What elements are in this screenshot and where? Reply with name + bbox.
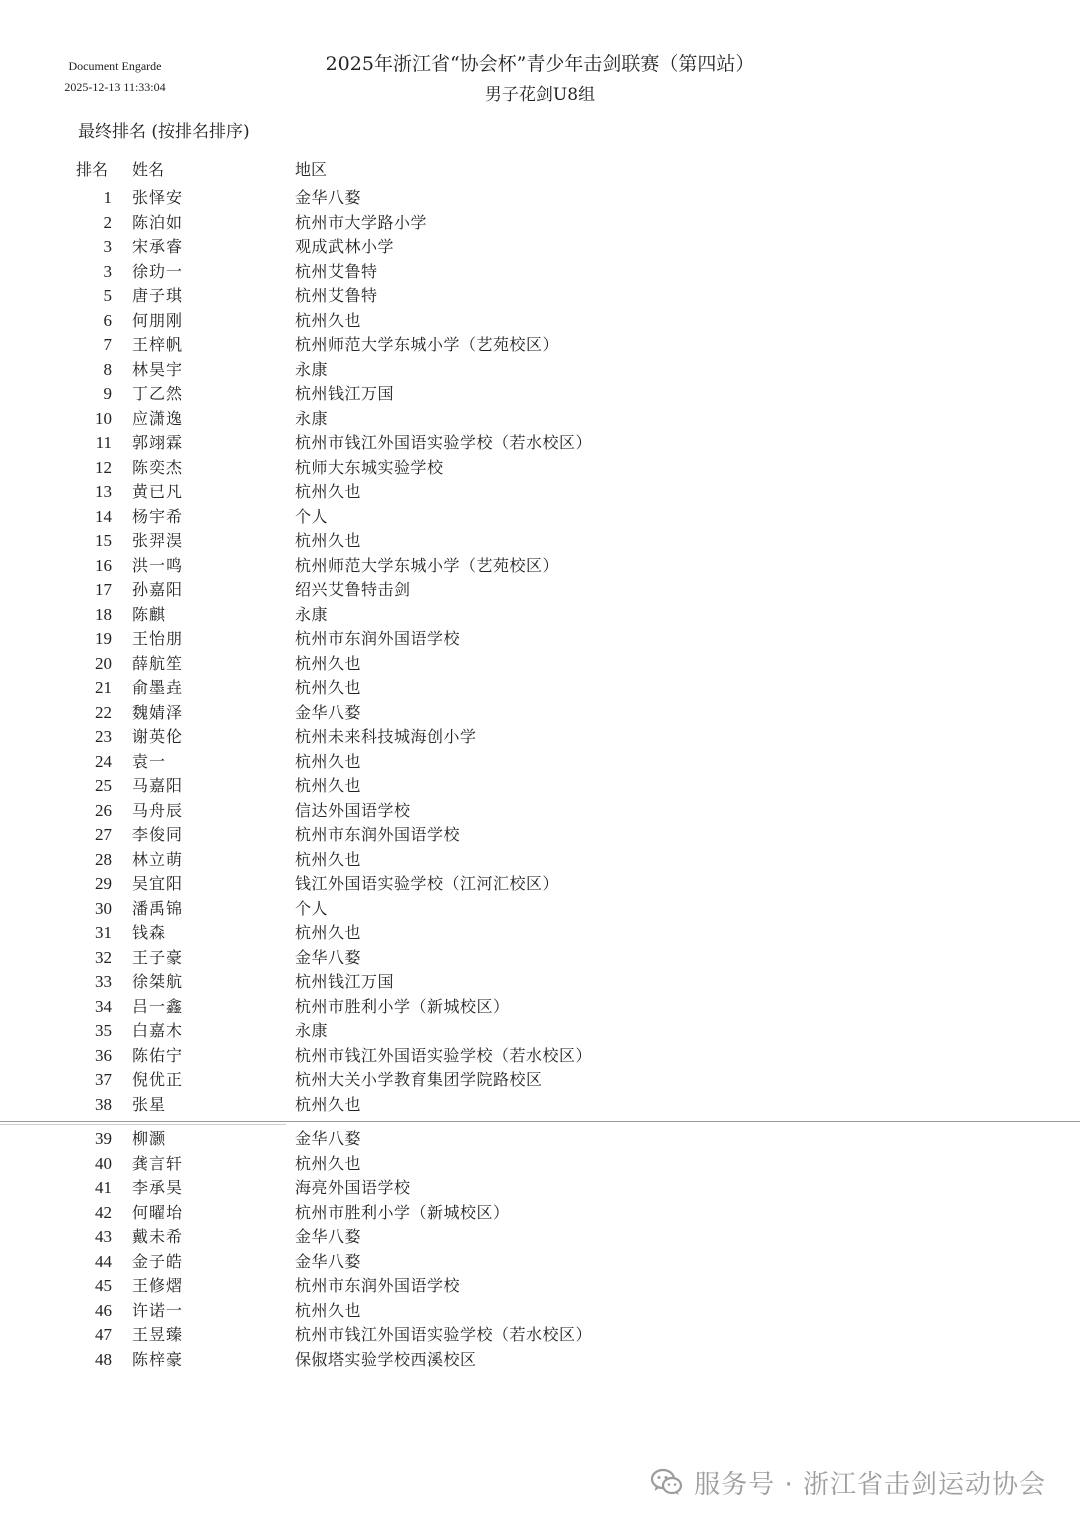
table-row [0,235,1080,260]
watermark [650,1462,1046,1502]
name-cell: 丁乙然 [132,384,184,403]
name-cell: 唐子琪 [132,286,184,305]
rank-cell: 39 [95,1129,112,1148]
table-row [0,407,1080,432]
name-cell: 黄已凡 [132,482,184,501]
table-row [0,897,1080,922]
region-cell: 杭州市钱江外国语实验学校（若水校区） [295,1045,593,1065]
rank-cell: 28 [95,849,112,869]
table-row [0,799,1080,824]
name-cell: 陈泊如 [132,212,184,232]
name-cell: 袁一 [132,751,167,771]
table-row [0,872,1080,897]
region-cell: 杭州钱江万国 [295,972,395,991]
rank-cell: 10 [95,408,112,428]
region-cell: 杭州久也 [295,1094,362,1114]
table-row [0,333,1080,358]
rank-cell: 33 [95,972,112,991]
name-cell: 龚言轩 [132,1153,184,1173]
table-row [0,505,1080,530]
rank-cell: 26 [95,800,112,820]
table-row [0,1250,1080,1275]
table-row [0,995,1080,1020]
region-cell: 杭州久也 [295,1300,362,1320]
region-cell: 杭州久也 [295,531,362,550]
name-cell: 洪一鸣 [132,555,184,575]
rank-cell: 19 [95,629,112,648]
region-cell: 永康 [295,604,329,624]
region-cell: 杭州久也 [295,653,362,673]
rank-cell: 16 [95,555,112,575]
table-row [0,1093,1080,1118]
table-row [0,382,1080,407]
region-cell: 杭州市东润外国语学校 [295,1276,461,1295]
table-row [0,1274,1080,1299]
region-cell: 杭州久也 [295,678,362,697]
name-cell: 王修熠 [132,1276,184,1295]
rank-cell: 48 [95,1349,112,1369]
table-row [0,480,1080,505]
region-cell: 海亮外国语学校 [295,1178,411,1197]
region-cell: 信达外国语学校 [295,800,411,820]
region-cell: 杭州久也 [295,310,362,330]
name-cell: 王昱臻 [132,1325,184,1344]
name-cell: 陈麒 [132,604,167,624]
region-cell: 杭州艾鲁特 [295,261,378,281]
region-cell: 杭州久也 [295,751,362,771]
rank-cell: 46 [95,1300,112,1320]
region-cell: 杭州大关小学教育集团学院路校区 [295,1070,543,1089]
name-cell: 徐桀航 [132,972,184,991]
region-cell: 金华八婺 [295,702,362,722]
rank-cell: 11 [95,433,112,452]
region-cell: 杭州市胜利小学（新城校区） [295,1202,510,1222]
rank-cell: 3 [103,237,112,256]
rank-cell: 1 [103,188,112,207]
rank-cell: 6 [103,310,112,330]
rank-cell: 18 [95,604,112,624]
name-cell: 应潇逸 [132,408,184,428]
table-row [0,456,1080,481]
name-cell: 俞墨垚 [132,678,184,697]
rank-cell: 43 [95,1227,112,1246]
table-row [0,431,1080,456]
name-cell: 陈佑宁 [132,1045,184,1065]
region-cell: 金华八婺 [295,1227,362,1246]
rank-cell: 30 [95,898,112,918]
table-row [0,946,1080,971]
table-row [0,1299,1080,1324]
table-row [0,627,1080,652]
name-cell: 吕一鑫 [132,996,184,1016]
column-header-rank: 排名 [76,160,109,179]
table-row [0,186,1080,211]
region-cell: 杭州师范大学东城小学（艺苑校区） [295,335,560,354]
region-cell: 金华八婺 [295,1129,362,1148]
rank-cell: 42 [95,1202,112,1222]
rank-cell: 7 [103,335,112,354]
region-cell: 杭州艾鲁特 [295,286,378,305]
name-cell: 钱森 [132,923,167,942]
table-row [0,823,1080,848]
name-cell: 陈奕杰 [132,457,184,477]
rank-cell: 47 [95,1325,112,1344]
name-cell: 张羿淏 [132,531,184,550]
name-cell: 杨宇希 [132,506,184,526]
rank-cell: 25 [95,776,112,795]
rank-cell: 2 [103,212,112,232]
rank-cell: 8 [103,359,112,379]
rank-cell: 17 [95,580,112,599]
rank-cell: 41 [95,1178,112,1197]
name-cell: 金子皓 [132,1251,184,1271]
region-cell: 个人 [295,506,329,526]
software-name: Document Engarde [68,59,162,73]
table-row [0,1201,1080,1226]
name-cell: 徐玏一 [132,261,184,281]
region-cell: 杭州久也 [295,923,362,942]
region-cell: 杭州久也 [295,849,362,869]
name-cell: 柳灏 [132,1129,167,1148]
region-cell: 绍兴艾鲁特击剑 [295,580,411,599]
table-row [0,1348,1080,1373]
name-cell: 林昊宇 [132,359,184,379]
rank-cell: 13 [95,482,112,501]
region-cell: 杭州钱江万国 [295,384,395,403]
rank-cell: 44 [95,1251,112,1271]
table-row [0,1068,1080,1093]
page-title: 2025年浙江省“协会杯”青少年击剑联赛（第四站） [325,53,755,75]
table-row [0,676,1080,701]
name-cell: 许诺一 [132,1300,184,1320]
region-cell: 杭州久也 [295,482,362,501]
table-row [0,725,1080,750]
rank-cell: 22 [95,702,112,722]
region-cell: 永康 [295,408,329,428]
region-cell: 杭师大东城实验学校 [295,457,444,477]
name-cell: 王梓帆 [132,335,184,354]
name-cell: 何曜坮 [132,1202,184,1222]
name-cell: 宋承睿 [132,237,184,256]
table-row [0,750,1080,775]
region-cell: 杭州市钱江外国语实验学校（若水校区） [295,433,593,452]
rank-cell: 36 [95,1045,112,1065]
rank-cell: 9 [103,384,112,403]
region-cell: 杭州市胜利小学（新城校区） [295,996,510,1016]
name-cell: 王子豪 [132,947,184,967]
region-cell: 钱江外国语实验学校（江河汇校区） [295,874,560,893]
region-cell: 金华八婺 [295,947,362,967]
timestamp: 2025-12-13 11:33:04 [64,80,166,94]
rank-cell: 40 [95,1153,112,1173]
table-row [0,652,1080,677]
rank-cell: 20 [95,653,112,673]
table-row [0,1044,1080,1069]
name-cell: 倪优正 [132,1070,184,1089]
rank-cell: 35 [95,1021,112,1040]
name-cell: 魏婧泽 [132,702,184,722]
name-cell: 李俊同 [132,825,184,844]
name-cell: 郭翊霖 [132,433,184,452]
rank-cell: 14 [95,506,112,526]
rank-cell: 15 [95,531,112,550]
column-header-name: 姓名 [132,160,165,179]
region-cell: 杭州市钱江外国语实验学校（若水校区） [295,1325,593,1344]
region-cell: 杭州市大学路小学 [295,212,428,232]
table-row [0,1176,1080,1201]
table-row [0,260,1080,285]
region-cell: 杭州师范大学东城小学（艺苑校区） [295,555,560,575]
name-cell: 马嘉阳 [132,776,184,795]
rank-cell: 37 [95,1070,112,1089]
name-cell: 戴未希 [132,1227,184,1246]
table-row [0,1323,1080,1348]
name-cell: 张怿安 [132,188,184,207]
region-cell: 杭州市东润外国语学校 [295,629,461,648]
name-cell: 潘禹锦 [132,898,184,918]
table-row [0,1152,1080,1177]
table-row [0,554,1080,579]
name-cell: 陈梓豪 [132,1349,184,1369]
rank-cell: 34 [95,996,112,1016]
table-row [0,701,1080,726]
name-cell: 谢英伦 [132,727,184,746]
table-row [0,578,1080,603]
table-row [0,848,1080,873]
table-row [0,309,1080,334]
region-cell: 金华八婺 [295,1251,362,1271]
rank-cell: 24 [95,751,112,771]
name-cell: 孙嘉阳 [132,580,184,599]
name-cell: 李承昊 [132,1178,184,1197]
rank-cell: 32 [95,947,112,967]
rank-cell: 27 [95,825,112,844]
table-row [0,1127,1080,1152]
region-cell: 永康 [295,359,329,379]
region-cell: 金华八婺 [295,188,362,207]
page-divider [0,1121,1080,1122]
name-cell: 张星 [132,1094,167,1114]
table-row [0,774,1080,799]
region-cell: 杭州久也 [295,776,362,795]
region-cell: 个人 [295,898,329,918]
region-cell: 永康 [295,1021,329,1040]
table-row [0,921,1080,946]
region-cell: 杭州未来科技城海创小学 [295,727,477,746]
table-row [0,358,1080,383]
rank-cell: 3 [103,261,112,281]
table-row [0,1019,1080,1044]
region-cell: 杭州市东润外国语学校 [295,825,461,844]
wechat-icon [650,1467,684,1497]
name-cell: 白嘉木 [132,1021,184,1040]
rank-cell: 23 [95,727,112,746]
region-cell: 杭州久也 [295,1153,362,1173]
name-cell: 吴宜阳 [132,874,184,893]
page-subtitle: 男子花剑U8组 [484,85,596,105]
column-header-region: 地区 [295,160,328,179]
rank-cell: 29 [95,874,112,893]
name-cell: 马舟辰 [132,800,184,820]
table-row [0,284,1080,309]
region-cell: 保俶塔实验学校西溪校区 [295,1349,477,1369]
table-row [0,1225,1080,1250]
page-divider-short [0,1124,286,1125]
name-cell: 林立萌 [132,849,184,869]
name-cell: 何朋刚 [132,310,184,330]
table-row [0,529,1080,554]
table-row [0,970,1080,995]
rank-cell: 12 [95,457,112,477]
rank-cell: 5 [103,286,112,305]
table-row [0,211,1080,236]
rank-cell: 45 [95,1276,112,1295]
name-cell: 薛航笙 [132,653,184,673]
watermark-text: 服务号 · 浙江省击剑运动协会 [694,1469,1046,1500]
table-row [0,603,1080,628]
region-cell: 观成武林小学 [295,237,395,256]
section-title: 最终排名 (按排名排序) [78,122,250,142]
name-cell: 王怡朋 [132,629,184,648]
rank-cell: 38 [95,1094,112,1114]
rank-cell: 31 [95,923,112,942]
rank-cell: 21 [95,678,112,697]
